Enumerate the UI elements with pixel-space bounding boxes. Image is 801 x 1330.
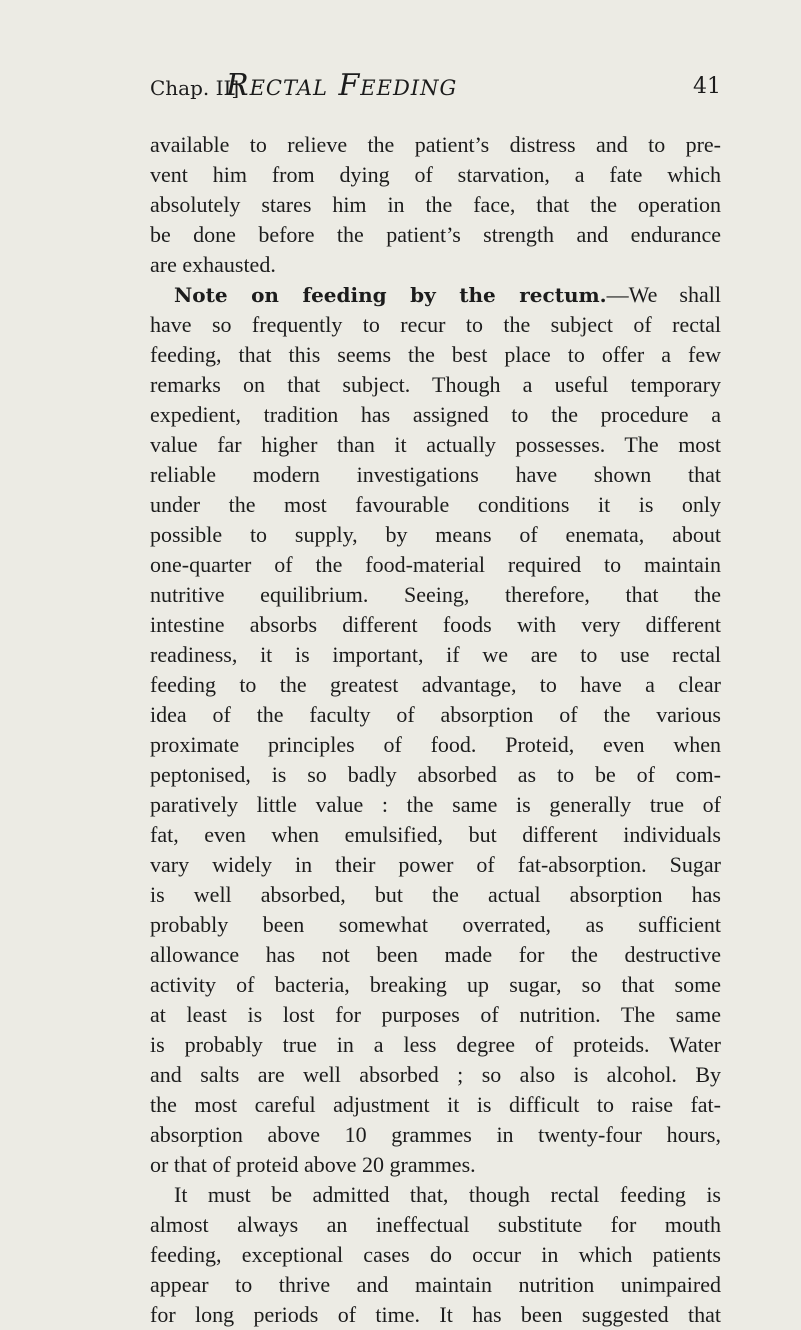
text-line: nutritive equilibrium. Seeing, therefore, that the bbox=[150, 582, 721, 607]
text-line: remarks on that subject. Though a useful temporary bbox=[150, 372, 721, 397]
text-line: under the most favourable conditions it is only bbox=[150, 492, 721, 517]
text-line: vent him from dying of starvation, a fate which bbox=[150, 162, 721, 187]
text-line: allowance has not been made for the destructive bbox=[150, 942, 721, 967]
chapter-label: Chap. II] bbox=[150, 76, 240, 100]
text-line: are exhausted. bbox=[150, 252, 276, 277]
text-line: the most careful adjustment it is difficult to raise fat- bbox=[150, 1092, 721, 1117]
text-line: one-quarter of the food-material required to maintain bbox=[150, 552, 721, 577]
text-line: vary widely in their power of fat-absorption. Sugar bbox=[150, 852, 721, 877]
note-heading: Note on feeding by the rectum. bbox=[174, 283, 607, 307]
text-line: activity of bacteria, breaking up sugar, so that some bbox=[150, 972, 721, 997]
text-line: for long periods of time. It has been suggested that bbox=[150, 1302, 721, 1327]
text-line: appear to thrive and maintain nutrition unimpaired bbox=[150, 1272, 721, 1297]
running-title: Rectal Feeding bbox=[226, 68, 458, 103]
text-line: and salts are well absorbed ; so also is alcohol. By bbox=[150, 1062, 721, 1087]
text-line: idea of the faculty of absorption of the various bbox=[150, 702, 721, 727]
text-line: absorption above 10 grammes in twenty-four hours, bbox=[150, 1122, 721, 1147]
text-line: It must be admitted that, though rectal feeding is bbox=[174, 1182, 721, 1207]
text-line: reliable modern investigations have shown that bbox=[150, 462, 721, 487]
text-line: have so frequently to recur to the subject of rectal bbox=[150, 312, 721, 337]
text-line: paratively little value : the same is generally true of bbox=[150, 792, 721, 817]
text-line: probably been somewhat overrated, as sufficient bbox=[150, 912, 721, 937]
note-first-line bbox=[150, 280, 721, 310]
text-line: value far higher than it actually possesses. The most bbox=[150, 432, 721, 457]
text-line: be done before the patient’s strength and endurance bbox=[150, 222, 721, 247]
text-line: readiness, it is important, if we are to use rectal bbox=[150, 642, 721, 667]
page-header bbox=[150, 68, 721, 108]
text-line: absolutely stares him in the face, that the operation bbox=[150, 192, 721, 217]
text-line: feeding to the greatest advantage, to have a clear bbox=[150, 672, 721, 697]
text-line: possible to supply, by means of enemata, about bbox=[150, 522, 721, 547]
text-line: peptonised, is so badly absorbed as to be of com- bbox=[150, 762, 721, 787]
text-line: feeding, exceptional cases do occur in which patients bbox=[150, 1242, 721, 1267]
text-line: intestine absorbs different foods with very different bbox=[150, 612, 721, 637]
text-line: proximate principles of food. Proteid, even when bbox=[150, 732, 721, 757]
body-text bbox=[150, 130, 721, 1330]
text-line: or that of proteid above 20 grammes. bbox=[150, 1152, 476, 1177]
note-lead: —We shall bbox=[606, 282, 721, 307]
text-line: expedient, tradition has assigned to the procedure a bbox=[150, 402, 721, 427]
text-line: is well absorbed, but the actual absorption has bbox=[150, 882, 721, 907]
text-line: fat, even when emulsified, but different individuals bbox=[150, 822, 721, 847]
text-line: is probably true in a less degree of proteids. Water bbox=[150, 1032, 721, 1057]
text-line: feeding, that this seems the best place to offer a few bbox=[150, 342, 721, 367]
page-number: 41 bbox=[693, 74, 721, 99]
text-line: at least is lost for purposes of nutrition. The same bbox=[150, 1002, 721, 1027]
text-line: available to relieve the patient’s distress and to pre- bbox=[150, 132, 721, 157]
text-line: almost always an ineffectual substitute for mouth bbox=[150, 1212, 721, 1237]
